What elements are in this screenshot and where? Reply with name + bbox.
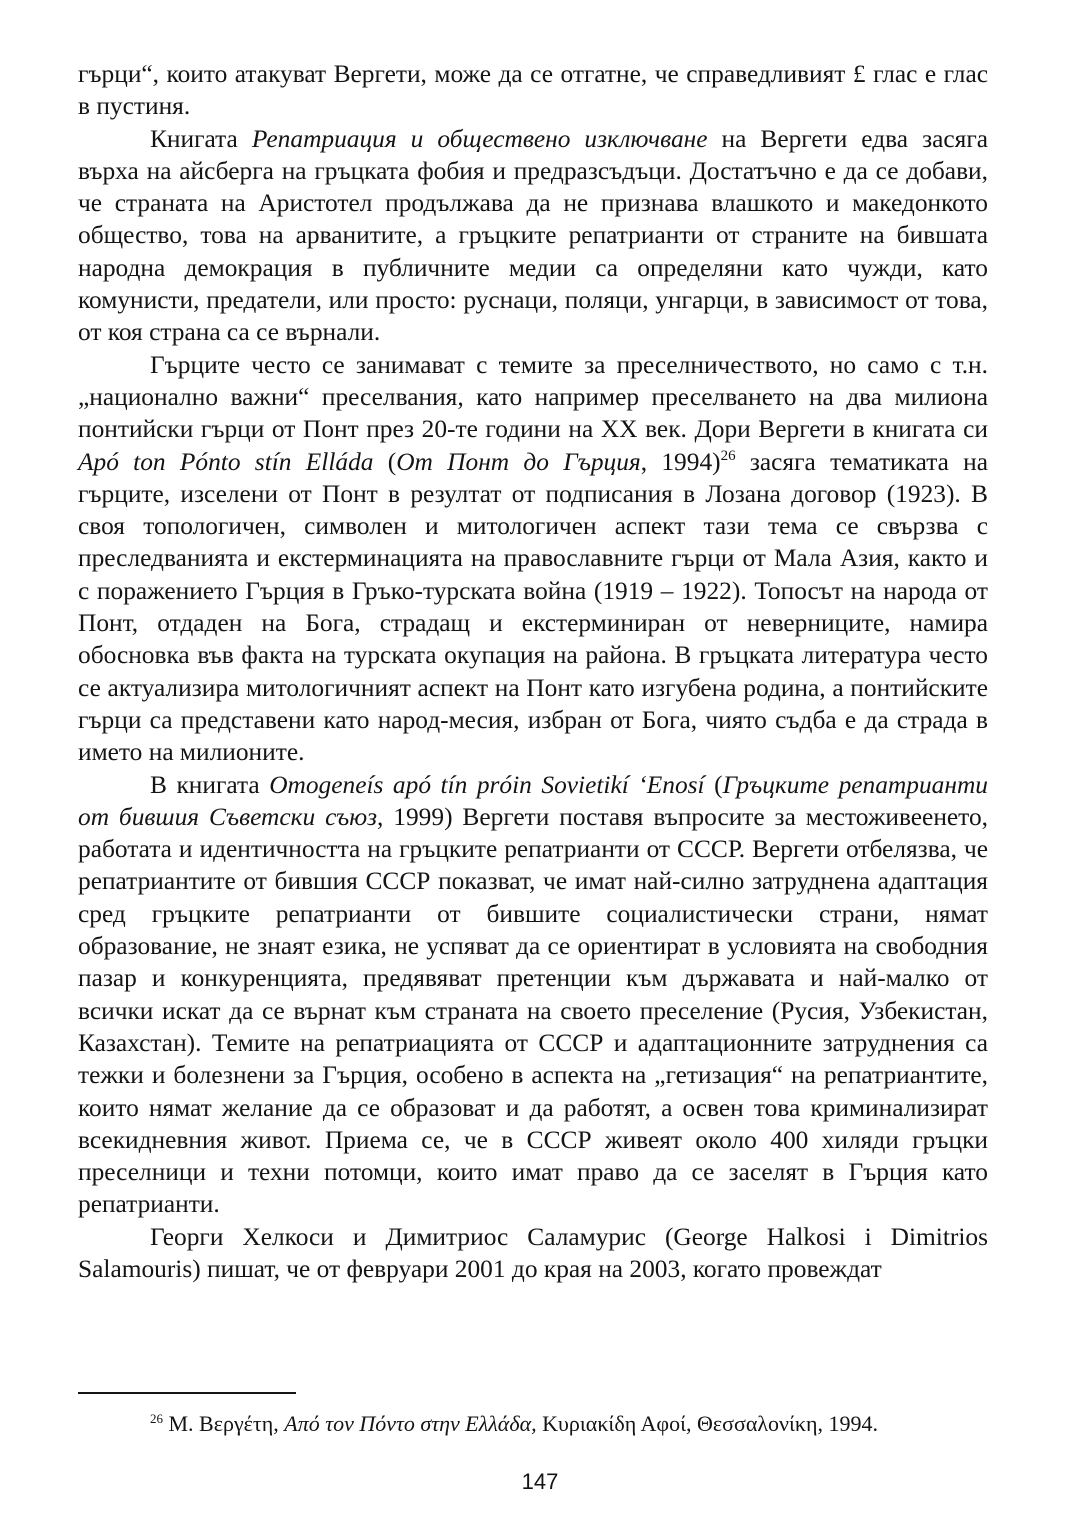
- footnote-publisher: Κυριακίδη Αφοί, Θεσσαλονίκη, 1994.: [536, 1411, 878, 1436]
- footnote: [150, 1410, 990, 1438]
- footnote-reference: 26: [720, 447, 736, 464]
- text-run: засяга тематиката на гърците, изселени от Понт в резултат от подписания в Лозана договор (1923). В своя топологичен, символен и митологичен аспект тази тема се свързва с преследванията и екстерминацията на православните гърци от Мала Азия, както и с поражението Гърция в Гръко-турската война (1919 – 1922). Топосът на народа от Понт, отдаден на Бога, страдащ и екстерминиран от неверниците, намира обосновка във факта на турската окупация на района. В гръцката литература често се актуализира митологичният аспект на Понт като изгубена родина, а понтийските гърци са представени като народ-месия, избран от Бога, чиято съдба е да страда в името на милионите.: [78, 447, 988, 767]
- footnote-marker: 26: [150, 1411, 163, 1426]
- paragraph-5: [78, 1221, 988, 1286]
- italic-title: Репатриация и обществено изключване: [251, 124, 708, 153]
- footnote-title: Από τον Πόντο στην Ελλάδα,: [284, 1411, 537, 1436]
- italic-title: Гръцките репатрианти от бившия Съветски съюз: [78, 770, 988, 831]
- footnote-author: Μ. Βεργέτη,: [163, 1411, 285, 1436]
- page-number: 147: [521, 1469, 559, 1494]
- text-run: Георги Хелкоси и Димитриос Саламурис (George Halkosi i Dimitrios Salamouris) пишат, че от февруари 2001 до края на 2003, когато провеждат: [78, 1222, 988, 1283]
- text-run: , 1994): [640, 447, 721, 476]
- text-run: на Вергети едва засяга върха на айсберга на гръцката фобия и предразсъдъци. Достатъчно е да се добави, че страната на Аристотел продължава да не признава влашкото и македонкото общество, това на арванитите, а гръцките репатрианти от страните на бившата народна демокрация в публичните медии са определяни като чужди, като комунисти, предатели, или просто: руснаци, поляци, унгарци, в зависимост от това, от коя страна са се върнали.: [78, 124, 988, 347]
- text-run: Книгата: [150, 124, 252, 153]
- text-run: гърци“, които атакуват Вергети, може да се отгатне, че справедливият £ глас е глас в пустиня.: [78, 60, 988, 121]
- text-run: (: [373, 447, 397, 476]
- page-body: [78, 58, 988, 1285]
- text-run: (: [704, 770, 723, 799]
- paragraph-3: [78, 349, 988, 769]
- paragraph-4: [78, 769, 988, 1221]
- italic-title: Omogeneís apó tín próin Sovietikí ‘Enosí: [269, 770, 705, 799]
- text-run: В книгата: [150, 770, 270, 799]
- footnote-divider: [78, 1392, 296, 1394]
- italic-title: Apó ton Pónto stín Elláda: [78, 447, 374, 476]
- text-run: , 1999) Вергети поставя въпросите за местоживеенето, работата и идентичността на гръцките репатрианти от СССР. Вергети отбелязва, че репатриантите от бившия СССР показват, че имат най-силно затруднена адаптация сред гръцките репатрианти от бившите социалистически страни, нямат образование, не знаят езика, не успяват да се ориентират в условията на свободния пазар и конкуренцията, предявяват претенции към държавата и най-малко от всички искат да се върнат към страната на своето преселение (Русия, Узбекистан, Казахстан). Темите на репатриацията от СССР и адаптационните затруднения са тежки и болезнени за Гърция, особено в аспекта на „гетизация“ на репатриантите, които нямат желание да се образоват и да работят, а освен това криминализират всекидневния живот. Приема се, че в СССР живеят около 400 хиляди гръцки преселници и техни потомци, които имат право да се заселят в Гърция като репатрианти.: [78, 802, 988, 1219]
- italic-title: От Понт до Гърция: [396, 447, 641, 476]
- paragraph-2: [78, 123, 988, 349]
- paragraph-1: [78, 58, 988, 123]
- text-run: Гърците често се занимават с темите за преселничеството, но само с т.н. „национално важни“ преселвания, като например преселването на два милиона понтийски гърци от Понт през 20-те години на XX век. Дори Вергети в книгата си: [78, 350, 988, 444]
